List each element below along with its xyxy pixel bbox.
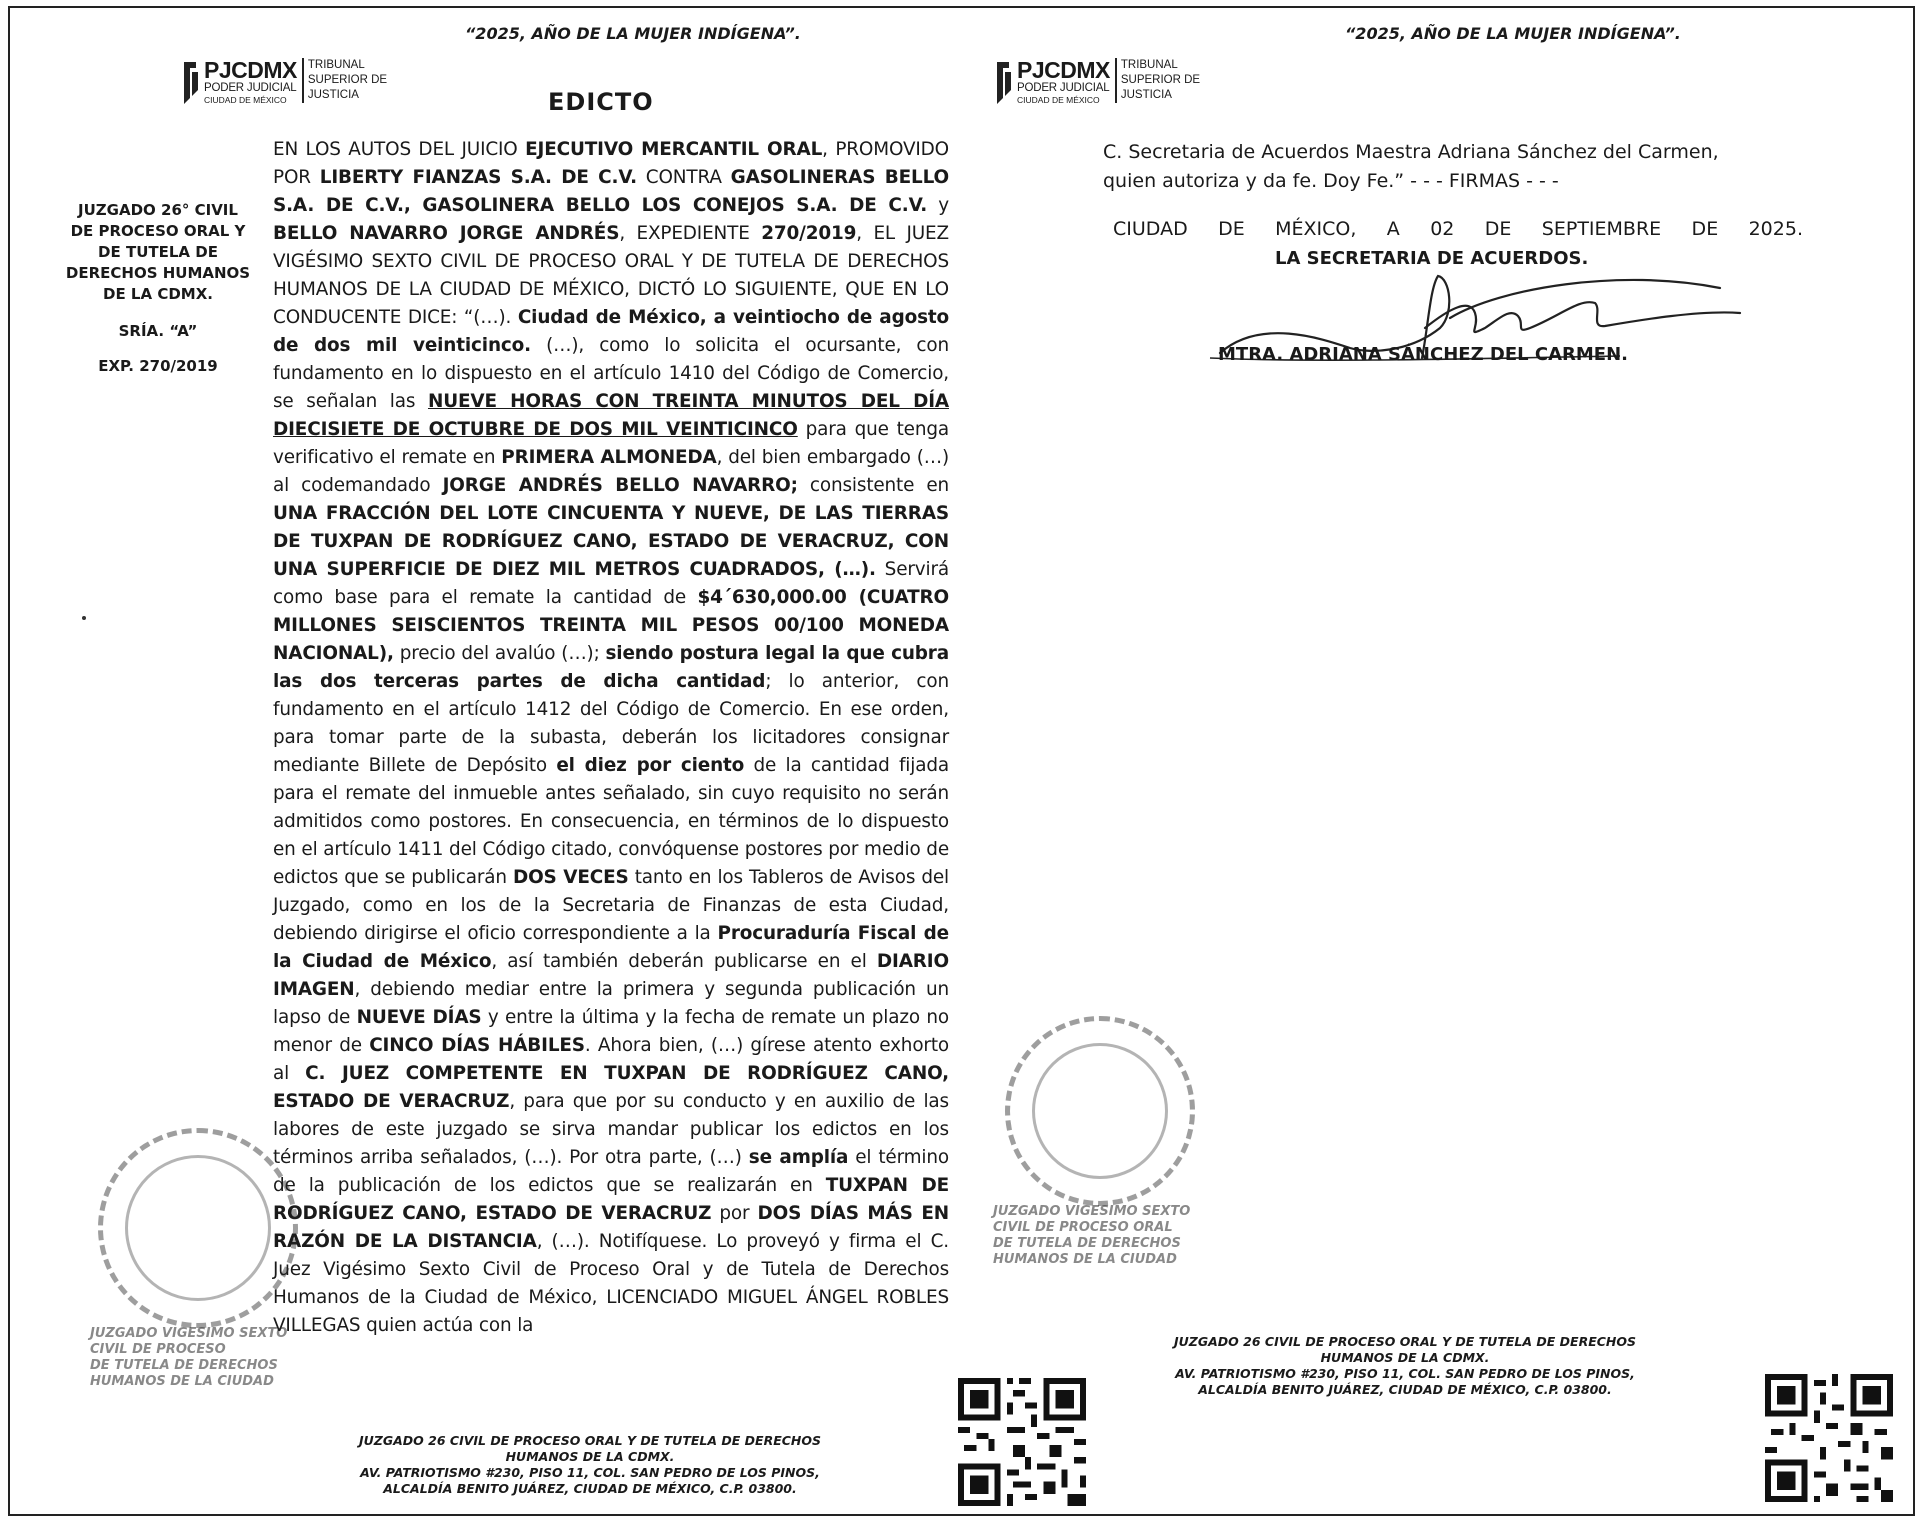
body-bold: DOS VECES — [512, 867, 629, 888]
seal-line: DE TUTELA DE DERECHOS — [993, 1236, 1181, 1251]
body-bold: JORGE ANDRÉS BELLO NAVARRO; — [442, 475, 798, 496]
continuation-line: quien autoriza y da fe. Doy Fe.” - - - FIRMAS - - - — [1103, 170, 1559, 192]
body-bold: TUXPAN DE RODRÍGUEZ CANO, ESTADO DE VERACRUZ — [273, 1175, 949, 1224]
logo-city-text: CIUDAD DE MÉXICO — [204, 95, 287, 105]
logo-justicia: JUSTICIA — [307, 89, 359, 101]
body-span: para que tenga verificativo el remate en — [273, 419, 949, 468]
body-bold: EJECUTIVO MERCANTIL ORAL — [525, 139, 823, 160]
body-span: por — [711, 1203, 758, 1224]
court-line: DE TUTELA DE — [98, 243, 218, 261]
seal-line: CIVIL DE PROCESO — [90, 1342, 226, 1357]
pjcdmx-logo — [180, 58, 387, 118]
body-bold: BELLO NAVARRO JORGE ANDRÉS — [273, 223, 620, 244]
court-sidebar — [50, 200, 266, 377]
logo-main-text: PJCDMX — [1017, 57, 1110, 83]
edict-body — [273, 136, 949, 1340]
court-line: DERECHOS HUMANOS — [65, 264, 251, 282]
body-span: el término de la publicación de los edictos que se realizarán en — [273, 1147, 949, 1196]
logo-justicia: JUSTICIA — [1120, 89, 1172, 101]
body-bold: GASOLINERAS BELLO S.A. DE C.V., GASOLINERA BELLO LOS CONEJOS S.A. DE C.V. — [273, 167, 949, 216]
logo-tribunal: TRIBUNAL — [307, 59, 365, 71]
body-span: Servirá como base para el remate la cantidad de — [273, 559, 949, 608]
pjcdmx-emblem-icon — [180, 58, 200, 118]
body-span: y entre la última y la fecha de remate un plazo no menor de — [273, 1007, 949, 1056]
body-span: EN LOS AUTOS DEL JUICIO — [273, 139, 526, 160]
body-bold: el diez por ciento — [556, 755, 745, 776]
body-span: , para que por su conducto y en auxilio de las labores de este juzgado se sirva mandar publicar los edictos en los términos arriba señalados, (…). Por otra parte, (…) — [273, 1091, 949, 1168]
footer-line: ALCALDÍA BENITO JUÁREZ, CIUDAD DE MÉXICO, C.P. 03800. — [1198, 1382, 1612, 1397]
logo-sub-text: PODER JUDICIAL — [204, 82, 297, 94]
body-span: (…), como lo solicita el ocursante, con fundamento en lo dispuesto en el artículo 1410 del Código de Comercio, se señalan las — [273, 335, 949, 412]
footer-line: JUZGADO 26 CIVIL DE PROCESO ORAL Y DE TUTELA DE DERECHOS — [1174, 1334, 1636, 1349]
body-bold: Procuraduría Fiscal de la Ciudad de México — [273, 923, 949, 972]
body-bold-underline: NUEVE HORAS CON TREINTA MINUTOS DEL DÍA DIECISIETE DE OCTUBRE DE DOS MIL VEINTICINCO — [273, 391, 949, 440]
logo-superior: SUPERIOR DE — [307, 74, 388, 86]
body-span: tanto en los Tableros de Avisos del Juzgado, como en los de la Secretaria de Finanzas de esta Ciudad, debiendo dirigirse el oficio correspondiente a la — [273, 867, 949, 944]
body-bold: DOS DÍAS MÁS EN RAZÓN DE LA DISTANCIA — [273, 1203, 950, 1252]
seal-caption — [993, 1204, 1193, 1268]
seal-line: HUMANOS DE LA CIUDAD — [90, 1374, 274, 1389]
continuation-text — [1103, 138, 1883, 196]
body-bold: $4´630,000.00 (CUATRO MILLONES SEISCIENTOS TREINTA MIL PESOS 00/100 MONEDA NACIONAL), — [273, 587, 950, 664]
logo-main-text: PJCDMX — [204, 57, 297, 83]
continuation-line: C. Secretaria de Acuerdos Maestra Adriana Sánchez del Carmen, — [1103, 141, 1719, 163]
footer-line: ALCALDÍA BENITO JUÁREZ, CIUDAD DE MÉXICO, C.P. 03800. — [383, 1481, 797, 1496]
signer-name: MTRA. ADRIANA SÁNCHEZ DEL CARMEN. — [1218, 344, 1628, 365]
body-span: ; lo anterior, con fundamento en el artículo 1412 del Código de Comercio. En ese orden, para tomar parte de la subasta, deberán los licitadores consignar mediante Billete de Depósito — [273, 671, 949, 776]
logo-city-text: CIUDAD DE MÉXICO — [1017, 95, 1100, 105]
page-footer — [1145, 1334, 1665, 1398]
date-line: CIUDAD DE MÉXICO, A 02 DE SEPTIEMBRE DE 2025. — [1113, 218, 1803, 240]
seal-line: JUZGADO VIGESIMO SEXTO — [90, 1326, 288, 1341]
year-motto: “2025, AÑO DE LA MUJER INDÍGENA”. — [1345, 24, 1681, 43]
footer-line: AV. PATRIOTISMO #230, PISO 11, COL. SAN PEDRO DE LOS PINOS, — [1175, 1366, 1635, 1381]
footer-line: HUMANOS DE LA CDMX. — [505, 1449, 675, 1464]
footer-line: JUZGADO 26 CIVIL DE PROCESO ORAL Y DE TUTELA DE DERECHOS — [359, 1433, 821, 1448]
seal-line: HUMANOS DE LA CIUDAD — [993, 1252, 1177, 1267]
expediente-label: EXP. 270/2019 — [98, 357, 218, 375]
body-bold: Ciudad de México, a veintiocho de agosto de dos mil veinticinco. — [273, 307, 949, 356]
logo-sub-text: PODER JUDICIAL — [1017, 82, 1110, 94]
body-span: precio del avalúo (…); — [393, 643, 606, 664]
scan-speck — [82, 616, 86, 620]
body-bold: PRIMERA ALMONEDA — [501, 447, 717, 468]
court-line: JUZGADO 26° CIVIL — [78, 201, 238, 219]
court-line: DE LA CDMX. — [103, 285, 213, 303]
body-bold: NUEVE DÍAS — [356, 1007, 482, 1028]
body-bold: se amplía — [748, 1147, 849, 1168]
qr-code-icon — [1765, 1374, 1893, 1502]
court-seal-icon — [1005, 1016, 1195, 1206]
body-bold: UNA FRACCIÓN DEL LOTE CINCUENTA Y NUEVE, DE LAS TIERRAS DE TUXPAN DE RODRÍGUEZ CANO, ESTADO DE VERACRUZ, CON UNA SUPERFICIE DE DIEZ MIL METROS CUADRADOS, (…). — [273, 503, 949, 580]
body-span: y — [927, 195, 949, 216]
body-span: de la cantidad fijada para el remate del inmueble antes señalado, sin cuyo requisito no serán admitidos como postores. En consecuencia, en términos de lo dispuesto en el artículo 1411 del Código citado, convóquense postores por medio de edictos que se publicarán — [273, 755, 949, 888]
court-line: DE PROCESO ORAL Y — [70, 222, 246, 240]
page-1 — [10, 8, 965, 1514]
court-seal-icon — [98, 1128, 298, 1328]
logo-tribunal: TRIBUNAL — [1120, 59, 1178, 71]
logo-superior: SUPERIOR DE — [1120, 74, 1201, 86]
body-bold: siendo postura legal la que cubra las dos terceras partes de dicha cantidad — [273, 643, 949, 692]
seal-line: DE TUTELA DE DERECHOS — [90, 1358, 278, 1373]
pjcdmx-logo — [993, 58, 1200, 118]
body-bold: 270/2019 — [761, 223, 857, 244]
secretaria-title: LA SECRETARIA DE ACUERDOS. — [1275, 248, 1589, 269]
page-2 — [975, 8, 1915, 1514]
pjcdmx-emblem-icon — [993, 58, 1013, 118]
body-span: , (…). Notifíquese. Lo proveyó y firma el C. Juez Vigésimo Sexto Civil de Proceso Oral y de Tutela de Derechos Humanos de la Ciudad de México, LICENCIADO MIGUEL ÁNGEL ROBLES VILLEGAS quien actúa con la — [273, 1231, 949, 1336]
body-bold: DIARIO IMAGEN — [273, 951, 949, 1000]
body-span: consistente en — [797, 475, 949, 496]
page-title: EDICTO — [548, 88, 654, 116]
body-span: , así también deberán publicarse en el — [491, 951, 877, 972]
page-footer — [310, 1433, 870, 1497]
body-bold: C. JUEZ COMPETENTE EN TUXPAN DE RODRÍGUEZ CANO, ESTADO DE VERACRUZ — [273, 1063, 949, 1112]
body-span: , EL JUEZ VIGÉSIMO SEXTO CIVIL DE PROCESO ORAL Y DE TUTELA DE DERECHOS HUMANOS DE LA CIUDAD DE MÉXICO, DICTÓ LO SIGUIENTE, QUE EN LO CONDUCENTE DICE: “(…). — [273, 223, 949, 328]
seal-line: JUZGADO VIGESIMO SEXTO — [993, 1204, 1191, 1219]
seal-line: CIVIL DE PROCESO ORAL — [993, 1220, 1173, 1235]
footer-line: HUMANOS DE LA CDMX. — [1320, 1350, 1490, 1365]
body-span: , debiendo mediar entre la primera y segunda publicación un lapso de — [273, 979, 949, 1028]
year-motto: “2025, AÑO DE LA MUJER INDÍGENA”. — [465, 24, 801, 43]
secretaria-label: SRÍA. “A” — [118, 322, 198, 340]
body-span: . Ahora bien, (…) gírese atento exhorto al — [273, 1035, 949, 1084]
seal-caption — [90, 1326, 290, 1390]
body-span: CONTRA — [636, 167, 731, 188]
body-span: , del bien embargado (…) al codemandado — [273, 447, 949, 496]
body-bold: CINCO DÍAS HÁBILES — [369, 1035, 585, 1056]
body-span: , PROMOVIDO POR — [273, 139, 949, 188]
footer-line: AV. PATRIOTISMO #230, PISO 11, COL. SAN PEDRO DE LOS PINOS, — [360, 1465, 820, 1480]
body-span: , EXPEDIENTE — [619, 223, 762, 244]
body-bold: LIBERTY FIANZAS S.A. DE C.V. — [319, 167, 637, 188]
